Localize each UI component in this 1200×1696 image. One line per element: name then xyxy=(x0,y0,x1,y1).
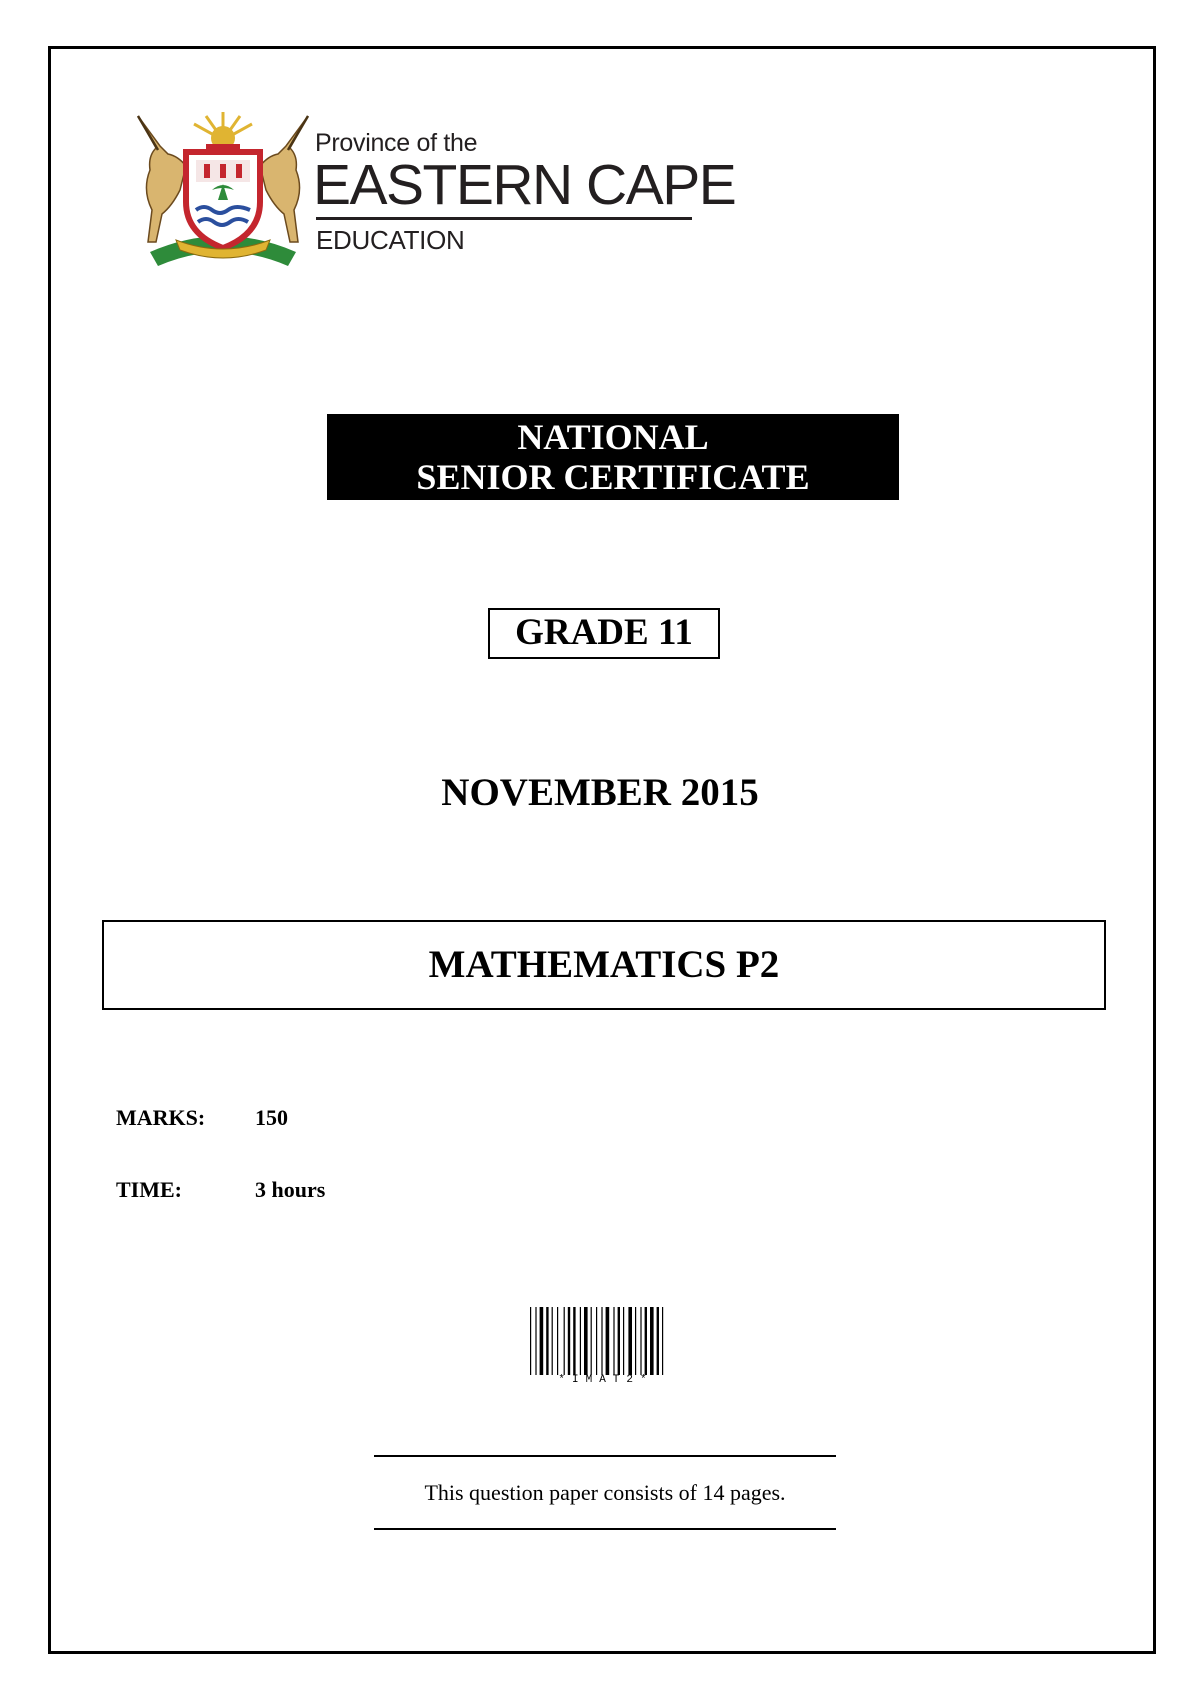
subject-title: MATHEMATICS P2 xyxy=(102,920,1106,1010)
page-count-note: This question paper consists of 14 pages. xyxy=(424,1480,786,1505)
marks-label: MARKS: xyxy=(116,1105,206,1130)
logo-region-text: EASTERN CAPE xyxy=(313,153,736,217)
time-label: TIME: xyxy=(116,1177,182,1202)
exam-date: NOVEMBER 2015 xyxy=(441,771,759,814)
coat-of-arms-icon xyxy=(128,110,318,270)
logo-department-text: EDUCATION xyxy=(316,225,465,255)
certificate-banner xyxy=(327,414,899,500)
footer-rule-bottom xyxy=(374,1528,836,1530)
footer-rule-top xyxy=(374,1455,836,1457)
time-row xyxy=(116,1177,325,1203)
grade-label: GRADE 11 xyxy=(488,608,720,659)
logo-province-text: Province of the xyxy=(315,129,478,157)
barcode-text: *IMAT2* xyxy=(558,1374,654,1386)
certificate-line-2: SENIOR CERTIFICATE xyxy=(416,457,810,497)
eastern-cape-education-logo xyxy=(128,110,736,270)
marks-row xyxy=(116,1105,288,1131)
barcode-icon xyxy=(530,1307,682,1375)
logo-divider xyxy=(316,217,692,220)
time-value: 3 hours xyxy=(255,1177,326,1202)
marks-value: 150 xyxy=(255,1105,288,1130)
page-border xyxy=(48,46,1156,1654)
certificate-line-1: NATIONAL xyxy=(517,417,709,457)
